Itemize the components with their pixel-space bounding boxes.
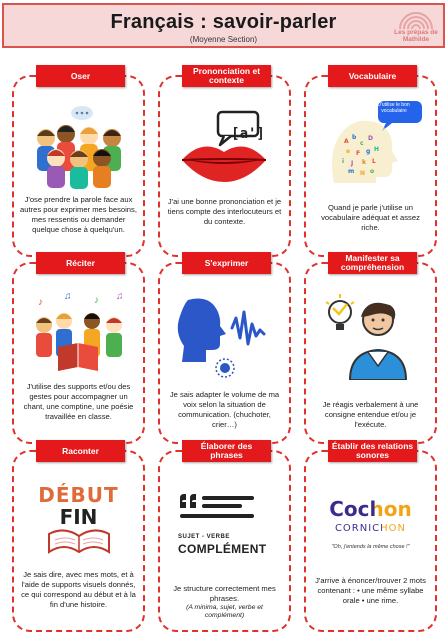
sujet-verbe-label: SUJET - VERBE: [178, 534, 230, 540]
rainbow-icon: [398, 11, 434, 29]
debut-fin-illustration: [14, 468, 143, 568]
person-thinking-illustration: [306, 280, 435, 380]
phonetic-bubble-text: [a']: [231, 126, 265, 142]
card-prononciation: [158, 66, 291, 257]
svg-text:o: o: [369, 168, 374, 175]
lips-speech-illustration: [160, 93, 289, 193]
svg-text:k: k: [361, 159, 366, 166]
svg-text:e: e: [345, 148, 350, 155]
card-tab: Raconter: [36, 440, 125, 462]
page-title: Français : savoir-parler: [110, 11, 337, 33]
card-tab: Établir des relations sonores: [328, 440, 417, 462]
card-description: [166, 584, 283, 619]
elaborer-note: (A minima, sujet, verbe et complément): [186, 604, 263, 619]
quote-lines-icon: [178, 494, 258, 530]
card-manifester: [304, 253, 437, 444]
svg-text:♫: ♫: [115, 291, 123, 302]
card-relations-sonores: [304, 441, 437, 632]
svg-text:♫: ♫: [63, 291, 71, 302]
card-tab: Élaborer des phrases: [182, 440, 271, 462]
svg-text:D: D: [367, 135, 373, 142]
card-tab: Manifester sa compréhension: [328, 252, 417, 274]
card-tab: Oser: [36, 65, 125, 87]
fin-word: FIN: [59, 505, 98, 529]
cochon-cornichon-illustration: [306, 468, 435, 568]
card-description: J'arrive à énoncer/trouver 2 mots contenant : • une même syllabe orale • une rime.: [315, 576, 426, 605]
svg-text:J: J: [350, 160, 353, 167]
svg-text:b: b: [351, 134, 356, 141]
svg-text:♪: ♪: [37, 297, 43, 308]
cochon-word: Cochon: [329, 497, 412, 521]
svg-text:F: F: [355, 150, 360, 157]
card-raconter: [12, 445, 145, 632]
card-elaborer: [158, 441, 291, 632]
svg-text:c: c: [359, 140, 364, 147]
card-description: Je sais dire, avec mes mots, et à l'aide de supports visuels donnés, ce qui correspond au début et à la fin d'une histoire.: [21, 570, 136, 609]
card-reciter: [12, 257, 145, 444]
quote-text: "Oh, j'entends la même chose !": [331, 544, 410, 550]
cornichon-word: CORNICHON: [334, 523, 407, 534]
voice-volume-illustration: [160, 280, 289, 380]
page-subtitle: (Moyenne Section): [189, 35, 258, 44]
head-words-illustration: [306, 93, 435, 193]
page-header: [2, 3, 445, 48]
card-sexprimer: [158, 257, 291, 444]
logo: [390, 11, 442, 47]
card-vocabulaire: [304, 70, 437, 257]
svg-text:♪: ♪: [93, 295, 99, 306]
card-tab: Vocabulaire: [328, 65, 417, 87]
card-description: J'ai une bonne prononciation et je tiens compte des interlocuteurs et du contexte.: [167, 197, 282, 226]
children-group-illustration: [14, 93, 143, 193]
card-description: Quand je parle j'utilise un vocabulaire adéquat et assez riche.: [321, 203, 420, 232]
debut-word: DÉBUT: [38, 483, 119, 507]
card-tab: Réciter: [36, 252, 125, 274]
elaborer-text: Je structure correctement mes phrases.: [173, 584, 276, 603]
card-tab: Prononciation et contexte: [182, 65, 271, 87]
sentence-structure-illustration: [160, 468, 289, 568]
svg-text:L: L: [371, 158, 376, 165]
card-description: Je sais adapter le volume de ma voix selon la situation de communication. (chuchoter, crier…): [169, 390, 280, 429]
open-book-icon: [39, 528, 119, 558]
svg-text:i: i: [341, 158, 344, 165]
card-description: J'ose prendre la parole face aux autres pour exprimer mes besoins, mes ressentis ou demander quelque chose à quelqu'un.: [20, 195, 137, 234]
svg-text:g: g: [365, 148, 370, 155]
card-description: Je réagis verbalement à une consigne entendue et/ou je l'exécute.: [322, 400, 419, 429]
card-oser: [12, 70, 145, 257]
svg-text:m: m: [347, 168, 354, 175]
svg-text:H: H: [373, 146, 379, 153]
complement-label: COMPLÉMENT: [178, 542, 267, 556]
card-description: J'utilise des supports et/ou des gestes pour accompagner un chant, une comptine, une poésie travaillée en classe.: [23, 382, 134, 421]
logo-text: Les prépas de Mathilde: [394, 29, 438, 43]
vocabulary-bubble-text: J'utilise le bon vocabulaire: [378, 102, 410, 114]
children-singing-illustration: [14, 280, 143, 380]
svg-text:A: A: [343, 138, 349, 145]
svg-text:N: N: [359, 170, 365, 177]
card-tab: S'exprimer: [182, 252, 271, 274]
